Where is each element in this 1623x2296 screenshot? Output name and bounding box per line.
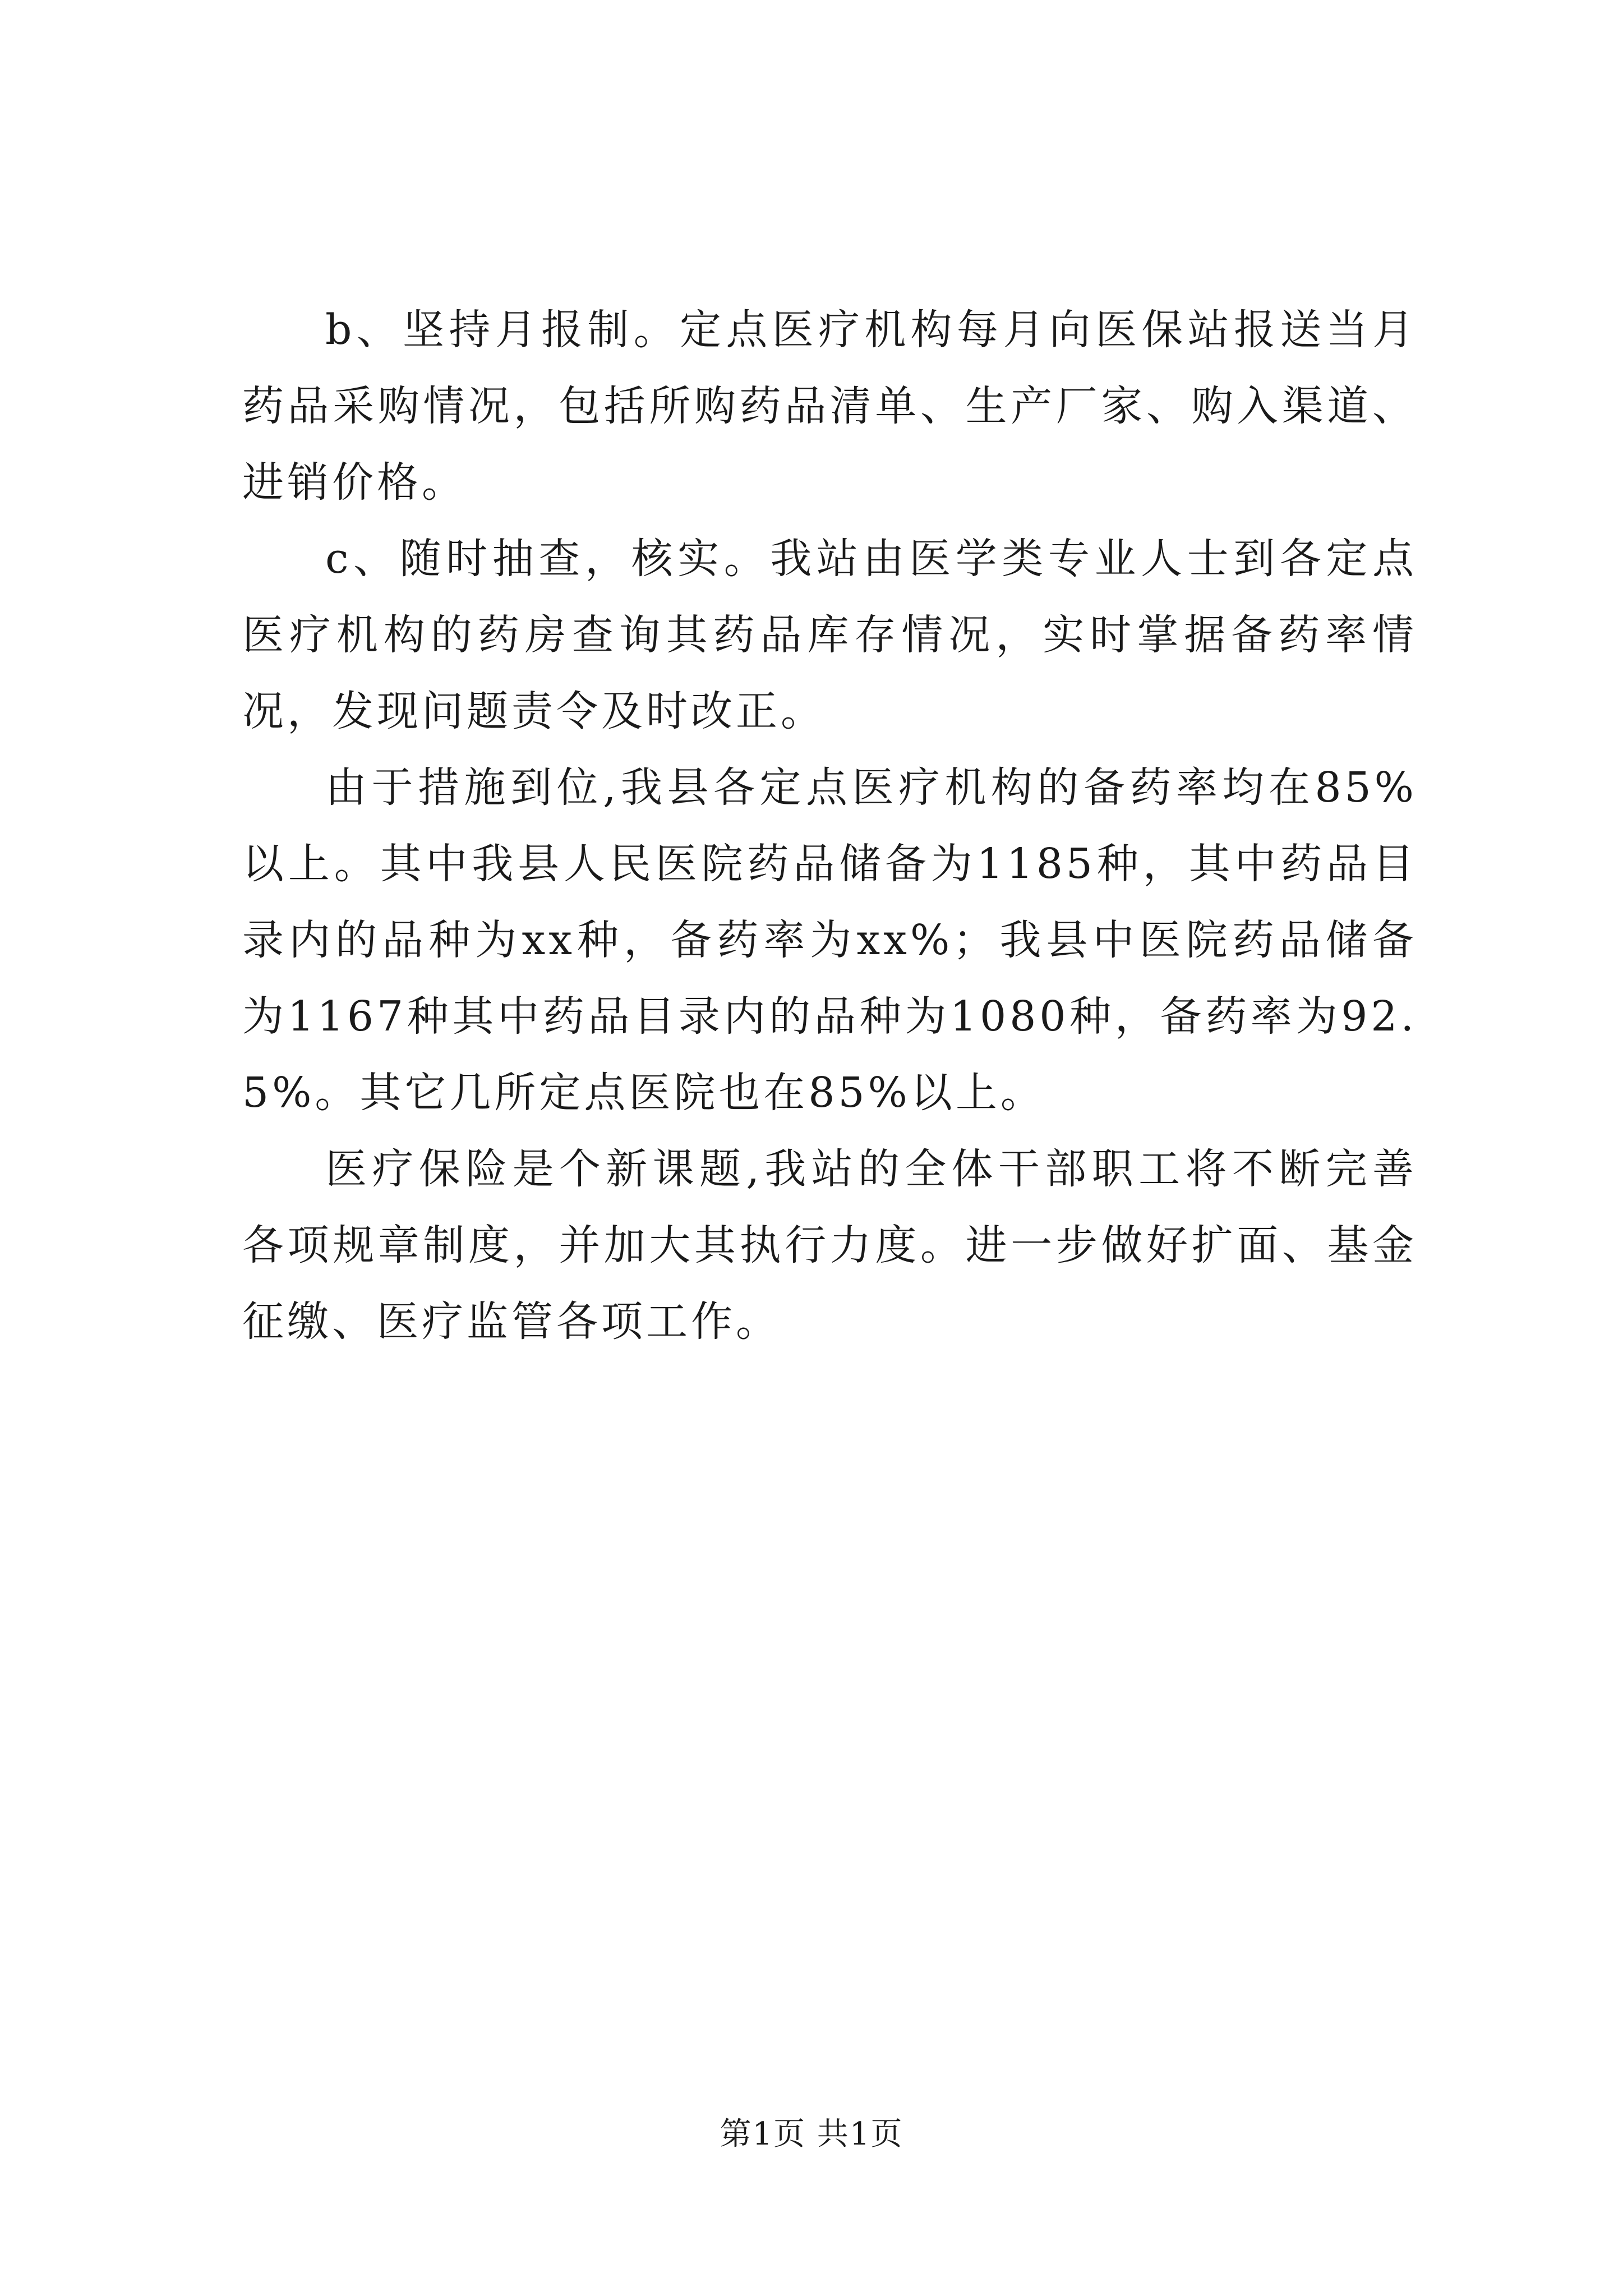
page-number-footer: 第1页 共1页: [720, 2116, 903, 2152]
document-body: [242, 292, 1417, 1360]
paragraph-conclusion: 医疗保险是个新课题,我站的全体干部职工将不断完善各项规章制度，并加大其执行力度。进一步做好扩面、基金征缴、医疗监管各项工作。: [242, 1145, 1417, 1346]
paragraph-spot-check: c、随时抽查，核实。我站由医学类专业人士到各定点医疗机构的药房查询其药品库存情况，实时掌据备药率情况，发现问题责令及时改正。: [242, 535, 1417, 735]
paragraph-stock-rate: 由于措施到位,我县各定点医疗机构的备药率均在85%以上。其中我县人民医院药品储备为1185种，其中药品目录内的品种为xx种，备药率为xx%；我县中医院药品储备为1167种其中药品目录内的品种为1080种，备药率为92.5%。其它几所定点医院也在85%以上。: [242, 763, 1417, 1117]
paragraph-monthly-report: b、坚持月报制。定点医疗机构每月向医保站报送当月药品采购情况，包括所购药品清单、生产厂家、购入渠道、进销价格。: [242, 306, 1417, 507]
